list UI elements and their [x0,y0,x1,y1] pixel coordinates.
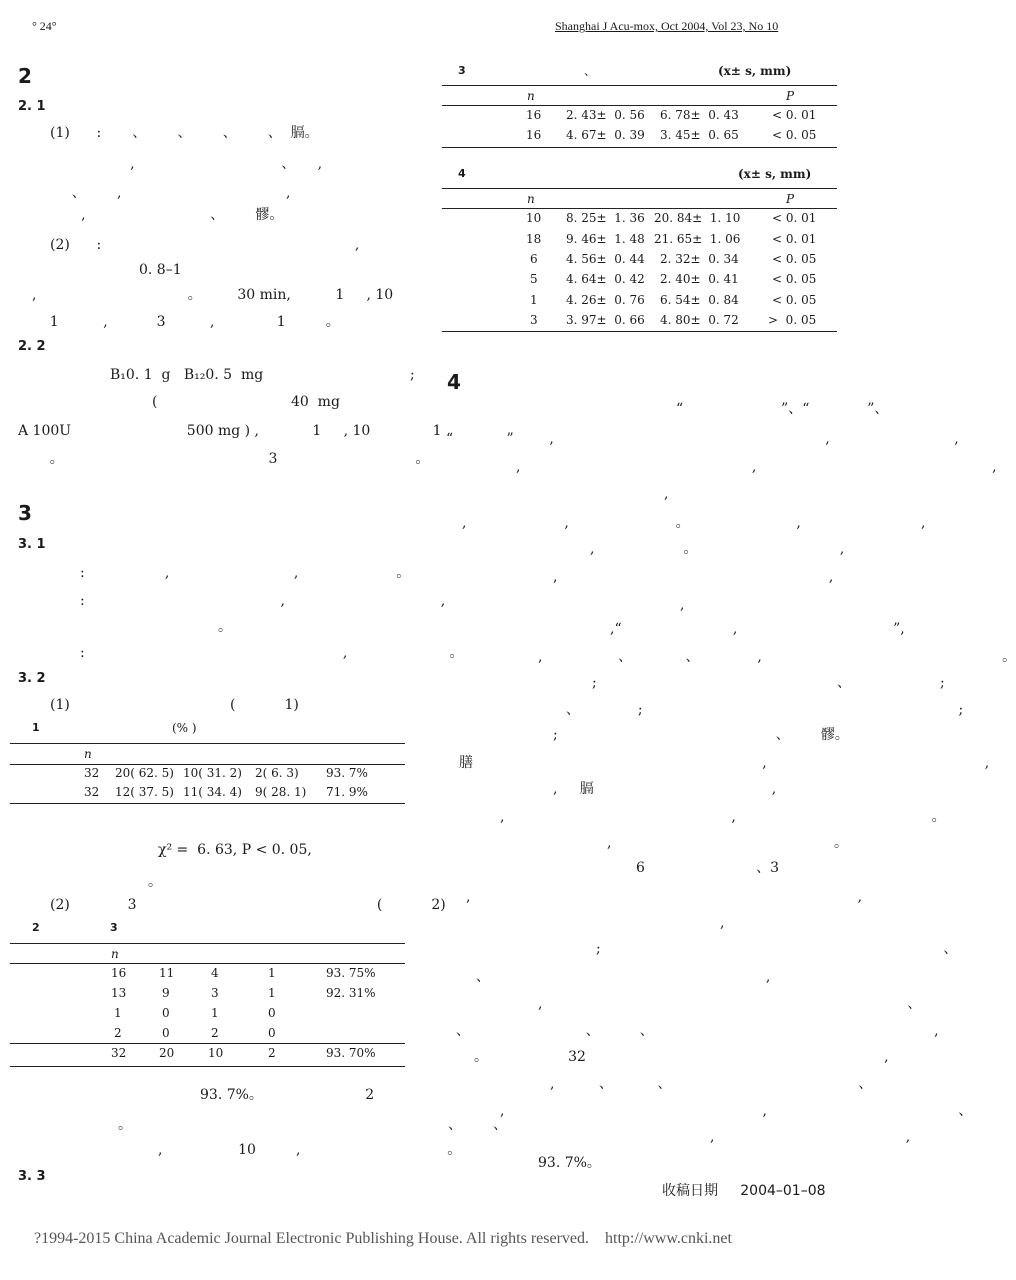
paragraph-line: (1) : 、 、 、 、 膈。 [50,125,319,141]
table-cell: 3 [211,986,219,1000]
table-cell: 0 [268,1026,276,1040]
section-2-heading: 2 [18,64,32,88]
table-cell: 2( 6. 3) [255,766,299,780]
paragraph-line: , , 、 [500,1103,973,1119]
paragraph-line: : , , [80,593,446,609]
table-cell: 20( 62. 5) [115,766,174,780]
chi-square-result: χ² = 6. 63, P < 0. 05, [158,842,312,858]
table-4-header-rule [442,208,837,209]
paragraph-line: 6 、3 [636,860,780,876]
table-2-n-header: n [111,947,119,961]
table-cell: 93. 7% [326,766,368,780]
table-cell: 71. 9% [326,785,368,799]
table-cell: 1 [211,1006,219,1020]
paragraph-line: “ ” , , , [446,431,959,447]
paragraph-line: , [720,915,725,931]
table-cell: 4. 56± 0. 44 [566,252,645,266]
table-cell: 6. 54± 0. 84 [660,293,739,307]
paragraph-line: , , [553,569,834,585]
paragraph-line: , 、 、 、 [550,1076,873,1092]
table-cell: 16 [111,966,127,980]
table-cell: 16 [526,108,542,122]
paragraph-line: ( 40 mg [152,394,340,410]
table-2-total-rule [10,1043,405,1044]
table-4-unit: (x± s, mm) [738,167,812,181]
paragraph-line: B₁0. 1 g B₁₂0. 5 mg ; [110,367,415,383]
paragraph-line: , 10 , 。 [158,1142,462,1158]
paragraph-line: 。 3 。 [32,451,430,467]
table-cell: 10 [208,1046,224,1060]
table-cell: 4. 67± 0. 39 [566,128,645,142]
paragraph-line: 。 [148,874,162,890]
table-2-top-rule [10,943,405,944]
paragraph-line: 1 , 3 , 1 。 [32,314,340,330]
table-cell: 3. 45± 0. 65 [660,128,739,142]
table-cell: 92. 31% [326,986,376,1000]
table-3-bottom-rule [442,147,837,148]
table-3-n-header: n [527,89,535,103]
table-cell: 18 [526,232,542,246]
table-cell: 16 [526,128,542,142]
table-4-number: 4 [458,167,466,180]
paragraph-line: 93. 7%。 2 [200,1087,375,1103]
paragraph-line: , [664,486,669,502]
table-1-top-rule [10,743,405,744]
paragraph-line: , 、 , [50,156,323,172]
table-1-bottom-rule [10,803,405,804]
table-cell: 1 [114,1006,122,1020]
table-cell: 8. 25± 1. 36 [566,211,645,225]
paragraph-line: , , [466,889,863,905]
paragraph-line: “ ”、“ ”、 [676,401,889,417]
table-cell: 93. 70% [326,1046,376,1060]
paragraph-line: 、 , [476,969,771,985]
table-4-p-header: P [786,192,795,206]
table-2-header-rule [10,963,405,964]
paragraph-line: , 、 [538,996,922,1012]
paragraph-line: , 膈 , [553,781,777,797]
paragraph-line: ; 、 ; [592,675,945,691]
table-cell: 10( 31. 2) [183,766,242,780]
table-3-unit: (x± s, mm) [718,64,792,78]
received-date: 收稿日期 2004–01–08 [662,1183,826,1199]
section-2-2-heading: 2. 2 [18,339,46,354]
paragraph-line: 。 、 、 [118,1117,508,1133]
table-cell: 4 [211,966,219,980]
paragraph-line: 。 [80,619,232,635]
table-cell: 32 [111,1046,127,1060]
table-cell: 6. 78± 0. 43 [660,108,739,122]
table-cell: 32 [84,785,100,799]
paragraph-line: , [680,597,685,613]
table-cell: 4. 80± 0. 72 [660,313,739,327]
section-2-1-heading: 2. 1 [18,99,46,114]
table-cell: 10 [526,211,542,225]
table-cell: 20 [159,1046,175,1060]
paragraph-line: 膳 , , [459,755,990,771]
table-2-bottom-rule [10,1066,405,1067]
paragraph-line: ; 、 [596,941,958,957]
copyright-footer: ?1994-2015 China Academic Journal Electronic Publishing House. All rights reserved. http://www.cnki.net [34,1230,732,1247]
paragraph-line: ; 、 髎。 [553,727,849,743]
table-3-caption: 、 [584,64,597,78]
paragraph-line: A 100U 500 mg ) , 1 , 10 1 [18,423,442,439]
paragraph-line: 、 、 、 , [456,1023,939,1039]
paragraph-line: (2) : , [50,237,360,253]
paragraph-line: (1) ( 1) [50,697,299,713]
table-3-p-header: P [786,89,795,103]
journal-header: Shanghai J Acu-mox, Oct 2004, Vol 23, No 10 [555,19,779,33]
table-cell: < 0. 05 [772,128,817,142]
table-cell: 93. 75% [326,966,376,980]
table-1-number: 1 [32,721,40,734]
table-4-bottom-rule [442,331,837,332]
paragraph-line: (2) 3 ( 2) [50,897,446,913]
table-3-number: 3 [458,64,466,77]
table-cell: < 0. 05 [772,272,817,286]
table-cell: 2 [268,1046,276,1060]
table-cell: 2. 43± 0. 56 [566,108,645,122]
section-4-heading: 4 [447,370,461,394]
paragraph-line: : , , 。 [80,565,411,581]
table-cell: 3. 97± 0. 66 [566,313,645,327]
paragraph-line: , 、 髎。 [50,207,284,223]
table-cell: 1 [268,966,276,980]
paragraph-line: 93. 7%。 [538,1155,601,1171]
table-2-number: 2 [32,921,40,934]
table-3-top-rule [442,85,837,86]
table-cell: 20. 84± 1. 10 [654,211,741,225]
table-cell: > 0. 05 [768,313,817,327]
table-cell: 3 [530,313,538,327]
section-3-heading: 3 [18,501,32,525]
paragraph-line: , 。 30 min, 1 , 10 [32,287,394,303]
paragraph-line: , , 。 [500,809,946,825]
table-cell: 5 [530,272,538,286]
paragraph-line: 、 , , [54,185,291,201]
table-cell: 0 [162,1006,170,1020]
table-cell: 2 [211,1026,219,1040]
table-cell: 2 [114,1026,122,1040]
paragraph-line: ,“ , ”, [610,621,905,637]
table-cell: 1 [530,293,538,307]
paragraph-line: , 、 、 , 。 [538,649,1016,665]
paragraph-line: , 。 [607,835,848,851]
table-cell: 6 [530,252,538,266]
table-cell: 9. 46± 1. 48 [566,232,645,246]
paragraph-line: 0. 8–1 [50,262,182,278]
paragraph-line: , , 。 , , [462,515,926,531]
table-cell: 0 [162,1026,170,1040]
table-cell: 11 [159,966,175,980]
table-3-header-rule [442,105,837,106]
paragraph-line: , , [710,1129,911,1145]
section-3-3-heading: 3. 3 [18,1169,46,1184]
table-cell: 9( 28. 1) [255,785,307,799]
table-cell: < 0. 05 [772,293,817,307]
table-cell: 9 [162,986,170,1000]
table-1-unit: (% ) [172,721,197,735]
table-cell: 4. 64± 0. 42 [566,272,645,286]
table-cell: 1 [268,986,276,1000]
table-cell: 13 [111,986,127,1000]
table-cell: 11( 34. 4) [183,785,242,799]
table-cell: 12( 37. 5) [115,785,174,799]
table-cell: 2. 40± 0. 41 [660,272,739,286]
table-cell: 21. 65± 1. 06 [654,232,741,246]
paragraph-line: , , , [516,459,997,475]
table-cell: 32 [84,766,100,780]
table-cell: < 0. 01 [772,211,817,225]
table-cell: 0 [268,1006,276,1020]
section-3-2-heading: 3. 2 [18,671,46,686]
table-cell: 2. 32± 0. 34 [660,252,739,266]
table-2-caption: 3 [110,921,118,934]
table-1-n-header: n [84,747,92,761]
table-1-header-rule [10,764,405,765]
table-cell: < 0. 05 [772,252,817,266]
table-cell: < 0. 01 [772,232,817,246]
table-cell: < 0. 01 [772,108,817,122]
paragraph-line: : , 。 [80,645,464,661]
page-number: ° 24° [32,19,57,33]
table-4-n-header: n [527,192,535,206]
section-3-1-heading: 3. 1 [18,537,46,552]
paragraph-line: 、 ; ; [566,702,964,718]
paragraph-line: , 。 , [590,541,845,557]
table-4-top-rule [442,188,837,189]
paragraph-line: 。 32 , [474,1049,889,1065]
table-cell: 4. 26± 0. 76 [566,293,645,307]
